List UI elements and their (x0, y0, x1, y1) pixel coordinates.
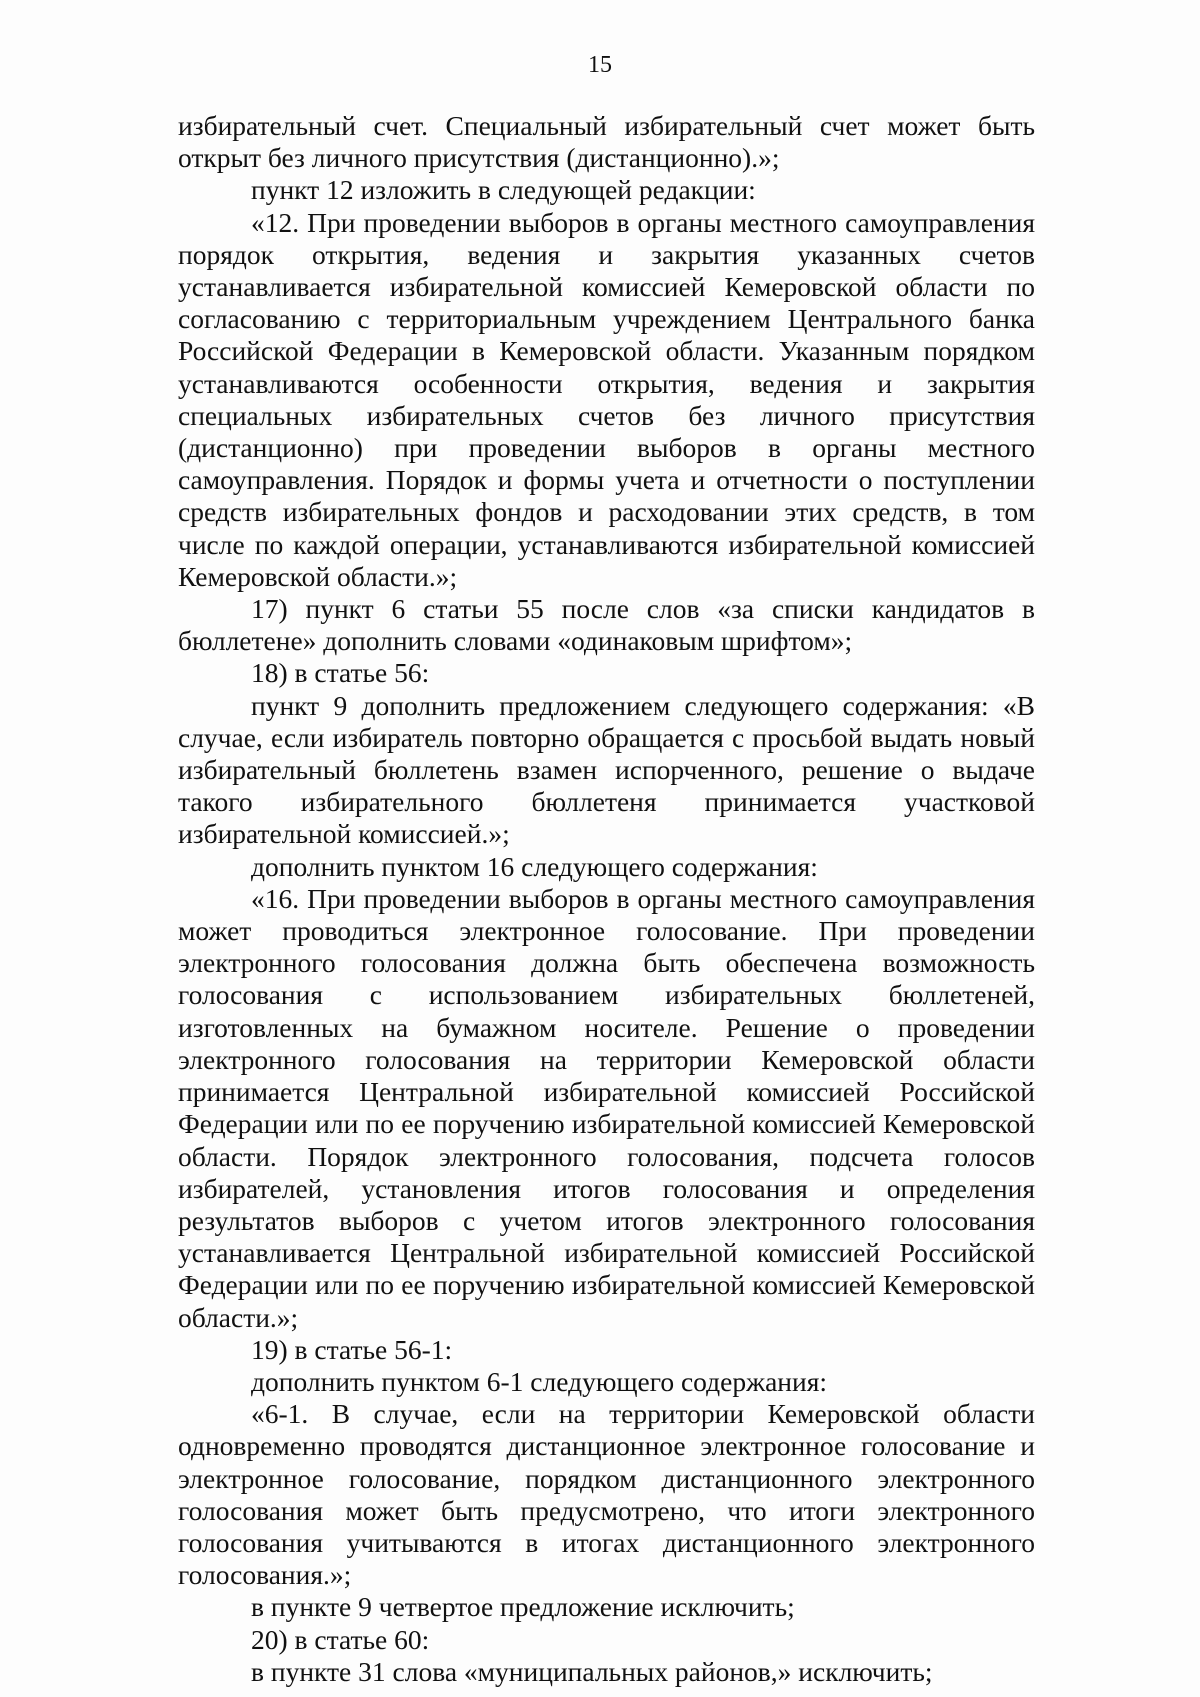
paragraph: пункт 12 изложить в следующей редакции: (251, 174, 756, 206)
paragraph: 20) в статье 60: (251, 1623, 430, 1655)
paragraph: в пункте 31 слова «муниципальных районов,» исключить; (251, 1655, 933, 1687)
document-body (178, 110, 1035, 1688)
paragraph: «12. При проведении выборов в органы местного самоуправления порядок открытия, ведения и закрытия указанных счетов устанавливается избирательной комиссией Кемеровской области по согласованию с территориальным учреждением Центрального банка Российской Федерации в Кемеровской области. Указанным порядком устанавливаются особенности открытия, ведения и закрытия специальных избирательных счетов без личного присутствия (дистанционно) при проведении выборов в органы местного самоуправления. Порядок и формы учета и отчетности о поступлении средств избирательных фондов и расходовании этих средств, в том числе по каждой операции, устанавливаются избирательной комиссией Кемеровской области.»; (178, 206, 1035, 592)
paragraph: дополнить пунктом 16 следующего содержания: (251, 850, 818, 882)
paragraph: дополнить пунктом 6-1 следующего содержания: (251, 1365, 828, 1397)
paragraph: 18) в статье 56: (251, 657, 430, 689)
paragraph: избирательный счет. Специальный избирательный счет может быть открыт без личного присутствия (дистанционно).»; (178, 110, 1035, 174)
paragraph: 17) пункт 6 статьи 55 после слов «за списки кандидатов в бюллетене» дополнить словами «одинаковым шрифтом»; (178, 593, 1035, 657)
paragraph: в пункте 9 четвертое предложение исключить; (251, 1591, 795, 1623)
paragraph: «6-1. В случае, если на территории Кемеровской области одновременно проводятся дистанционное электронное голосование и электронное голосование, порядком дистанционного электронного голосования может быть предусмотрено, что итоги электронного голосования учитываются в итогах дистанционного электронного голосования.»; (178, 1398, 1035, 1591)
paragraph: 19) в статье 56-1: (251, 1333, 453, 1365)
paragraph: пункт 9 дополнить предложением следующего содержания: «В случае, если избиратель повторно обращается с просьбой выдать новый избирательный бюллетень взамен испорченного, решение о выдаче такого избирательного бюллетеня принимается участковой избирательной комиссией.»; (178, 689, 1035, 850)
page-number: 15 (588, 52, 612, 78)
paragraph: «16. При проведении выборов в органы местного самоуправления может проводиться электронное голосование. При проведении электронного голосования должна быть обеспечена возможность голосования с использованием избирательных бюллетеней, изготовленных на бумажном носителе. Решение о проведении электронного голосования на территории Кемеровской области принимается Центральной избирательной комиссией Российской Федерации или по ее поручению избирательной комиссией Кемеровской области. Порядок электронного голосования, подсчета голосов избирателей, установления итогов голосования и определения результатов выборов с учетом итогов электронного голосования устанавливается Центральной избирательной комиссией Российской Федерации или по ее поручению избирательной комиссией Кемеровской области.»; (178, 882, 1035, 1333)
